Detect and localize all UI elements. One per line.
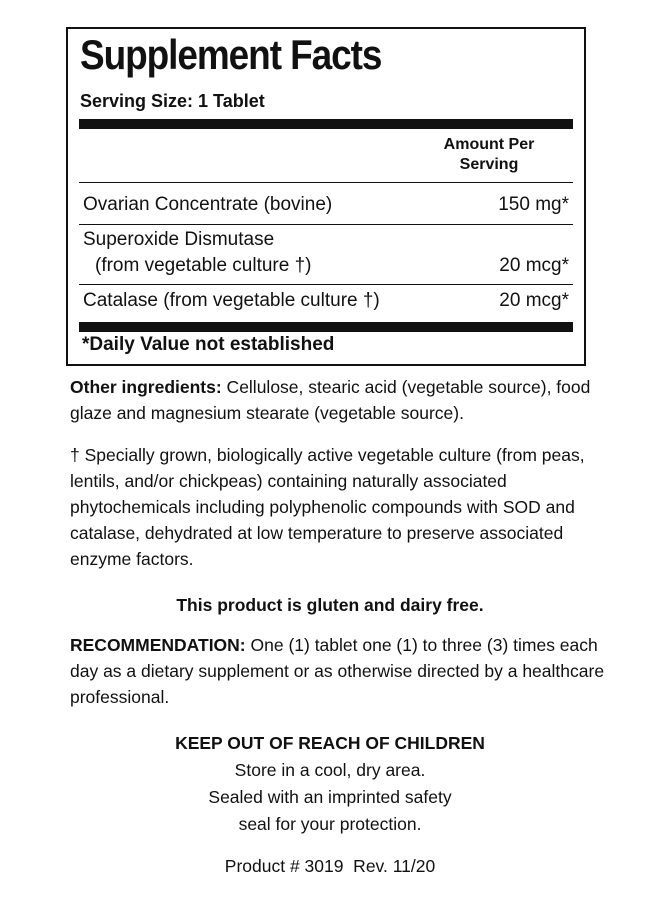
other-ingredients-label: Other ingredients:	[70, 377, 222, 397]
serving-size: Serving Size: 1 Tablet	[80, 91, 265, 111]
daily-value-footnote: *Daily Value not established	[82, 334, 335, 355]
recommendation	[70, 632, 610, 710]
row-divider	[79, 182, 573, 183]
ingredient-amount: 150 mg*	[498, 194, 569, 215]
other-ingredients-text: Cellulose, stearic acid (vegetable source), food glaze and magnesium stearate (vegetable source).	[70, 377, 591, 423]
product-number: Product # 3019 Rev. 11/20	[224, 856, 436, 876]
recommendation-label: RECOMMENDATION:	[70, 635, 246, 655]
gluten-statement: This product is gluten and dairy free.	[176, 595, 484, 615]
ingredient-name: Catalase (from vegetable culture †)	[83, 290, 380, 311]
facts-row	[83, 227, 569, 279]
ingredient-name: Superoxide Dismutase	[83, 229, 275, 250]
ingredient-amount: 20 mcg*	[499, 290, 569, 311]
amount-header-line1: Amount Per	[443, 136, 535, 153]
warning-line1: Store in a cool, dry area.	[234, 760, 426, 780]
facts-row	[83, 288, 569, 314]
panel-title: Supplement Facts	[80, 31, 382, 78]
row-divider	[79, 284, 573, 285]
warning-line3: seal for your protection.	[238, 814, 422, 834]
amount-per-serving-header	[414, 135, 564, 175]
supplement-facts-panel	[66, 27, 586, 366]
ingredient-amount: 20 mcg*	[499, 255, 569, 276]
recommendation-text: One (1) tablet one (1) to three (3) times each day as a dietary supplement or as otherwise directed by a healthcare professional.	[70, 635, 605, 707]
row-divider	[79, 224, 573, 225]
thick-divider-top	[79, 119, 573, 129]
warning-line2: Sealed with an imprinted safety	[208, 787, 452, 807]
dagger-note: † Specially grown, biologically active vegetable culture (from peas, lentils, and/or chickpeas) containing naturally associated phytochemicals including polyphenolic compounds with SOD and catalase, dehydrated at low temperature to preserve associated enzyme factors.	[70, 445, 585, 569]
amount-header-line2: Serving	[459, 156, 519, 173]
ingredient-name-line2: (from vegetable culture †)	[95, 255, 312, 276]
thick-divider-bottom	[79, 322, 573, 332]
other-ingredients	[70, 374, 610, 426]
facts-row	[83, 192, 569, 218]
warning-heading: KEEP OUT OF REACH OF CHILDREN	[175, 733, 485, 753]
ingredient-name: Ovarian Concentrate (bovine)	[83, 194, 333, 215]
